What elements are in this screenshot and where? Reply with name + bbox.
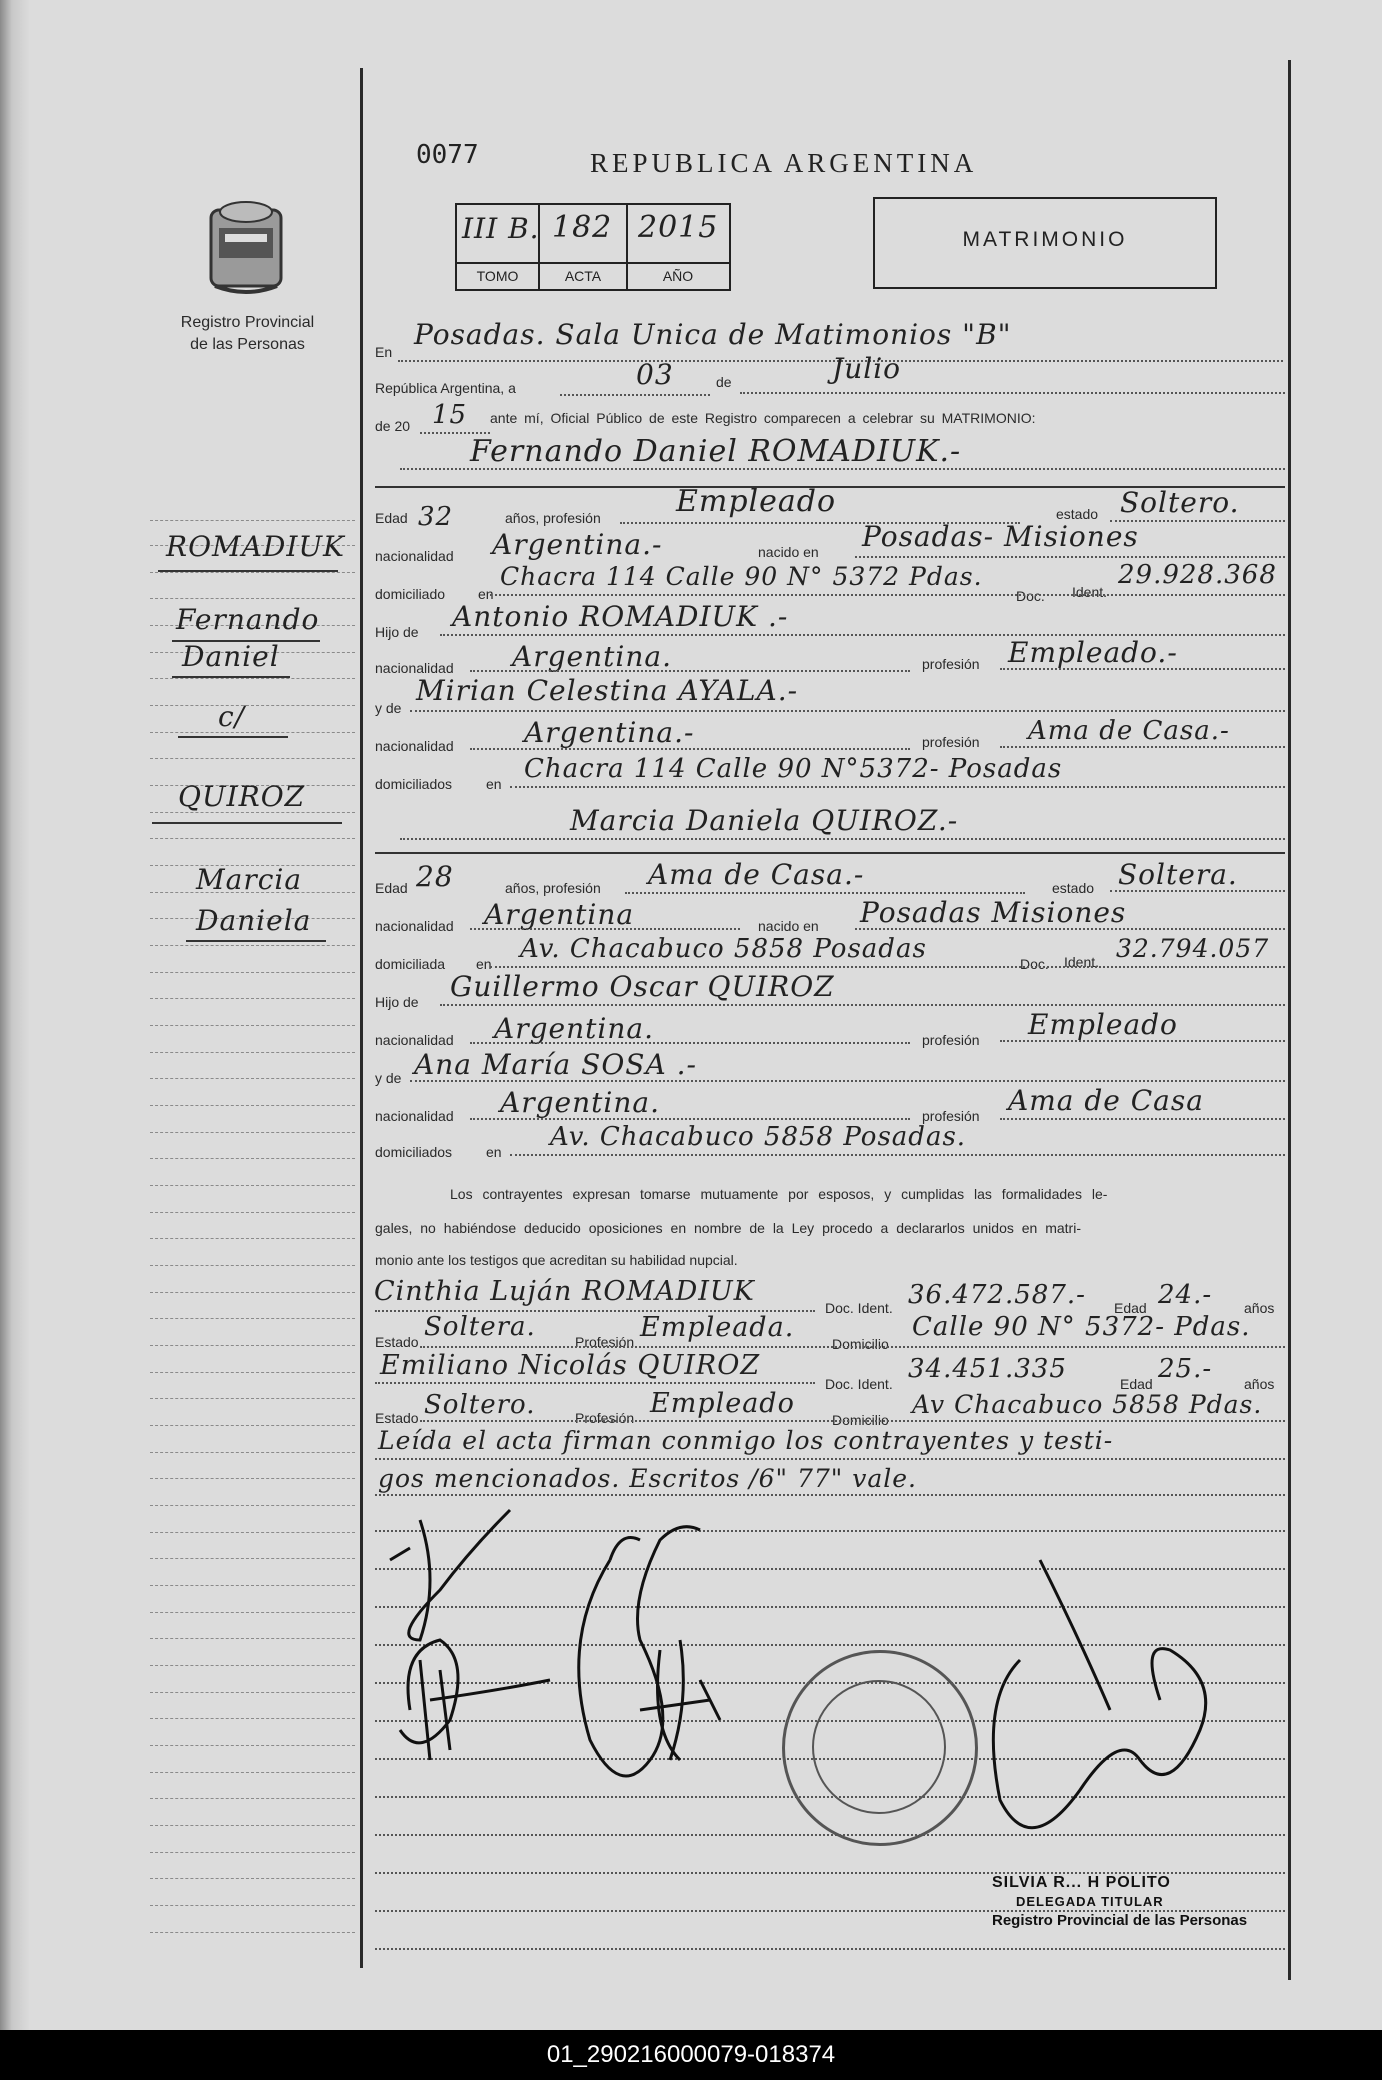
margin-rule	[150, 1265, 355, 1266]
document-number: 0077	[416, 140, 479, 170]
bride-doc-label: Doc.	[1020, 956, 1049, 972]
witness2-dom: Av Chacabuco 5858 Pdas.	[912, 1390, 1263, 1419]
groom-parents-en-label: en	[486, 776, 502, 792]
bride-father-nat-label: nacionalidad	[375, 1032, 454, 1048]
margin-groom-name2: Daniel	[182, 640, 280, 673]
witness1-dom: Calle 90 N° 5372- Pdas.	[912, 1312, 1251, 1342]
margin-rule	[150, 1905, 355, 1906]
groom-profession: Empleado	[676, 484, 837, 519]
margin-rule	[150, 732, 355, 733]
groom-mother-nat-label: nacionalidad	[375, 738, 454, 754]
witness2-dom-label: Domicilio	[832, 1412, 889, 1428]
margin-rule	[150, 1878, 355, 1879]
margin-rule	[150, 1798, 355, 1799]
margin-connector: c/	[218, 700, 246, 733]
bride-yde-label: y de	[375, 1070, 402, 1086]
acta-value: 182	[552, 210, 613, 245]
official-registry: Registro Provincial de las Personas	[992, 1912, 1248, 1929]
signature-bride	[400, 1640, 550, 1760]
day-value: 03	[636, 358, 674, 391]
month-value: Julio	[832, 352, 902, 385]
margin-rule	[150, 1558, 355, 1559]
margin-rule	[150, 520, 355, 521]
margin-rule	[150, 1185, 355, 1186]
de-label: de	[716, 374, 732, 390]
bride-mother-profession: Ama de Casa	[1008, 1084, 1204, 1117]
republica-label: República Argentina, a	[375, 380, 516, 396]
margin-rule	[150, 572, 355, 573]
year-suffix-value: 15	[432, 400, 468, 430]
witness2-prof: Empleado	[650, 1388, 795, 1419]
groom-father-prof-label: profesión	[922, 656, 980, 672]
margin-rule	[150, 972, 355, 973]
margin-rule	[150, 1532, 355, 1533]
closing-line1: Leída el acta firman conmigo los contrayentes y testi-	[378, 1426, 1114, 1455]
witness1-doc: 36.472.587.-	[908, 1280, 1086, 1310]
margin-rule	[150, 1372, 355, 1373]
bride-nationality-label: nacionalidad	[375, 918, 454, 934]
groom-hijo-label: Hijo de	[375, 624, 419, 640]
margin-rule	[150, 1692, 355, 1693]
witness1-edad-label: Edad	[1114, 1300, 1147, 1316]
margin-rule	[150, 1718, 355, 1719]
margin-rule	[150, 998, 355, 999]
margin-rule	[150, 1025, 355, 1026]
groom-parents-dom-label: domiciliados	[375, 776, 453, 792]
groom-doc-label: Doc.	[1016, 588, 1045, 604]
bride-parents-address: Av. Chacabuco 5858 Posadas.	[550, 1122, 967, 1152]
margin-rule	[150, 1425, 355, 1426]
groom-full-name: Fernando Daniel ROMADIUK.-	[470, 434, 962, 469]
witness1-estado: Soltera.	[424, 1312, 536, 1342]
declaration-line2: gales, no habiéndose deducido oposiciones en nombre de la Ley procedo a declararlos unidos en matri-	[375, 1220, 1081, 1236]
coat-of-arms-icon	[205, 198, 287, 298]
margin-rule	[150, 1398, 355, 1399]
witness2-estado-label: Estado	[375, 1410, 419, 1426]
groom-birthplace-label: nacido en	[758, 544, 819, 560]
bride-civil-status: Soltera.	[1118, 858, 1238, 891]
bride-profession: Ama de Casa.-	[648, 858, 865, 891]
margin-groom-name1: Fernando	[176, 603, 320, 636]
margin-rule	[150, 1772, 355, 1773]
margin-rule	[150, 1078, 355, 1079]
registry-name-line2: de las Personas	[190, 336, 305, 353]
acta-label: ACTA	[564, 268, 602, 284]
bride-full-name: Marcia Daniela QUIROZ.-	[570, 804, 959, 837]
country-title: REPUBLICA ARGENTINA	[590, 148, 978, 178]
bride-mother-nat-label: nacionalidad	[375, 1108, 454, 1124]
witness1-anos-label: años	[1244, 1300, 1275, 1316]
groom-father: Antonio ROMADIUK .-	[452, 600, 789, 633]
margin-rule	[150, 1132, 355, 1133]
official-name: SILVIA R... H POLITO	[992, 1874, 1171, 1891]
declaration-line1: Los contrayentes expresan tomarse mutuamente por esposos, y cumplidas las formalidades le-	[450, 1186, 1108, 1202]
groom-estado-label: estado	[1056, 506, 1099, 522]
closing-line2: gos mencionados. Escritos /6" 77" vale.	[378, 1464, 917, 1493]
place-value: Posadas. Sala Unica de Matimonios "B"	[414, 318, 1012, 351]
bride-ident-label: Ident.	[1064, 954, 1100, 970]
bride-mother-prof-label: profesión	[922, 1108, 980, 1124]
margin-rule	[150, 1345, 355, 1346]
witness1-prof-label: Profesión	[575, 1334, 635, 1350]
bride-en-label: en	[476, 956, 492, 972]
margin-rule	[150, 1212, 355, 1213]
margin-rule	[150, 758, 355, 759]
margin-divider	[360, 68, 363, 1968]
bride-father-profession: Empleado	[1028, 1008, 1178, 1041]
groom-father-profession: Empleado.-	[1008, 636, 1178, 669]
groom-civil-status: Soltero.	[1120, 486, 1240, 519]
groom-parents-address: Chacra 114 Calle 90 N°5372- Posadas	[524, 754, 1063, 784]
groom-nationality-label: nacionalidad	[375, 548, 454, 564]
tomo-value: III B.	[462, 212, 540, 245]
bride-doc-number: 32.794.057	[1116, 934, 1270, 963]
groom-nationality: Argentina.-	[492, 528, 663, 561]
margin-rule	[150, 1665, 355, 1666]
witness1-prof: Empleada.	[640, 1312, 795, 1343]
bride-address: Av. Chacabuco 5858 Posadas	[520, 934, 927, 964]
margin-rule	[150, 598, 355, 599]
official-title: DELEGADA TITULAR	[1016, 1894, 1164, 1909]
en-label: En	[375, 344, 393, 360]
bride-parents-dom-label: domiciliados	[375, 1144, 453, 1160]
registry-name-line1: Registro Provincial	[180, 314, 315, 331]
groom-birthplace: Posadas- Misiones	[862, 520, 1139, 553]
bride-age: 28	[416, 860, 454, 893]
anio-label: AÑO	[662, 268, 694, 284]
groom-en-label: en	[478, 586, 494, 602]
margin-rule	[150, 678, 355, 679]
margin-rule	[150, 838, 355, 839]
margin-rule	[150, 1638, 355, 1639]
groom-doc-number: 29.928.368	[1118, 560, 1277, 590]
witness2-doc-label: Doc. Ident.	[825, 1376, 893, 1392]
margin-rule	[150, 1238, 355, 1239]
margin-rule	[150, 1585, 355, 1586]
margin-rule	[150, 1825, 355, 1826]
groom-father-nationality: Argentina.	[512, 640, 672, 673]
margin-rule	[150, 1505, 355, 1506]
groom-father-nat-label: nacionalidad	[375, 660, 454, 676]
margin-rule	[150, 1745, 355, 1746]
groom-mother: Mirian Celestina AYALA.-	[416, 674, 799, 707]
bride-hijo-label: Hijo de	[375, 994, 419, 1010]
signature-groom	[390, 1510, 510, 1640]
witness2-prof-label: Profesión	[575, 1410, 635, 1426]
bride-edad-label: Edad	[375, 880, 408, 896]
year-prefix-label: de 20	[375, 418, 411, 434]
witness1-doc-label: Doc. Ident.	[825, 1300, 893, 1316]
official-seal-inner	[812, 1680, 946, 1814]
bride-father-prof-label: profesión	[922, 1032, 980, 1048]
signature-official	[993, 1560, 1205, 1828]
witness2-edad-label: Edad	[1120, 1376, 1153, 1392]
margin-bride-name1: Marcia	[196, 863, 303, 896]
book-spine-shadow	[0, 0, 30, 2030]
signature-witness2	[640, 1640, 720, 1760]
tomo-label: TOMO	[476, 268, 519, 284]
groom-age: 32	[418, 502, 454, 532]
bride-parents-en-label: en	[486, 1144, 502, 1160]
bride-domiciliada-label: domiciliada	[375, 956, 446, 972]
witness2-name: Emiliano Nicolás QUIROZ	[380, 1350, 761, 1381]
margin-rule	[150, 1158, 355, 1159]
margin-rule	[150, 1105, 355, 1106]
margin-rule	[150, 1292, 355, 1293]
margin-surname-bride: QUIROZ	[178, 780, 306, 813]
margin-rule	[150, 1052, 355, 1053]
witness2-doc: 34.451.335	[908, 1354, 1067, 1384]
image-caption: 01_290216000079-018374	[0, 2030, 1382, 2080]
margin-rule	[150, 705, 355, 706]
groom-mother-prof-label: profesión	[922, 734, 980, 750]
margin-rule	[150, 1852, 355, 1853]
groom-edad-label: Edad	[375, 510, 408, 526]
margin-surname-groom: ROMADIUK	[166, 530, 345, 563]
anio-value: 2015	[638, 210, 719, 245]
ante-text: ante mí, Oficial Público de este Registro comparecen a celebrar su MATRIMONIO:	[490, 410, 1036, 426]
bride-father: Guillermo Oscar QUIROZ	[450, 970, 835, 1003]
bride-father-nationality: Argentina.	[494, 1012, 654, 1045]
bride-mother-nationality: Argentina.	[500, 1086, 660, 1119]
witness2-estado: Soltero.	[424, 1390, 536, 1420]
margin-rule	[150, 1932, 355, 1933]
bride-mother: Ana María SOSA .-	[414, 1048, 697, 1081]
box-divider	[455, 262, 731, 264]
bride-profesion-label: años, profesión	[505, 880, 601, 896]
witness2-anos-label: años	[1244, 1376, 1275, 1392]
groom-domiciliado-label: domiciliado	[375, 586, 446, 602]
bride-birthplace-label: nacido en	[758, 918, 819, 934]
margin-bride-name2: Daniela	[196, 904, 312, 937]
margin-rule	[150, 1478, 355, 1479]
margin-rule	[150, 1452, 355, 1453]
bride-estado-label: estado	[1052, 880, 1095, 896]
right-border	[1288, 60, 1291, 1980]
margin-rule	[150, 1318, 355, 1319]
witness2-age: 25.-	[1158, 1354, 1213, 1384]
margin-rule	[150, 945, 355, 946]
bride-nationality: Argentina	[484, 898, 635, 931]
groom-mother-nationality: Argentina.-	[524, 716, 695, 749]
witness1-estado-label: Estado	[375, 1334, 419, 1350]
witness1-age: 24.-	[1158, 1280, 1213, 1310]
margin-rule	[150, 1612, 355, 1613]
declaration-line3: monio ante los testigos que acreditan su habilidad nupcial.	[375, 1252, 738, 1268]
act-type-title: MATRIMONIO	[962, 228, 1128, 251]
witness1-dom-label: Domicilio	[832, 1336, 889, 1352]
groom-mother-profession: Ama de Casa.-	[1028, 716, 1230, 746]
groom-address: Chacra 114 Calle 90 N° 5372 Pdas.	[500, 562, 983, 591]
groom-profesion-label: años, profesión	[505, 510, 601, 526]
groom-yde-label: y de	[375, 700, 402, 716]
groom-ident-label: Ident.	[1072, 584, 1108, 600]
witness1-name: Cinthia Luján ROMADIUK	[374, 1276, 755, 1307]
bride-birthplace: Posadas Misiones	[860, 896, 1127, 929]
